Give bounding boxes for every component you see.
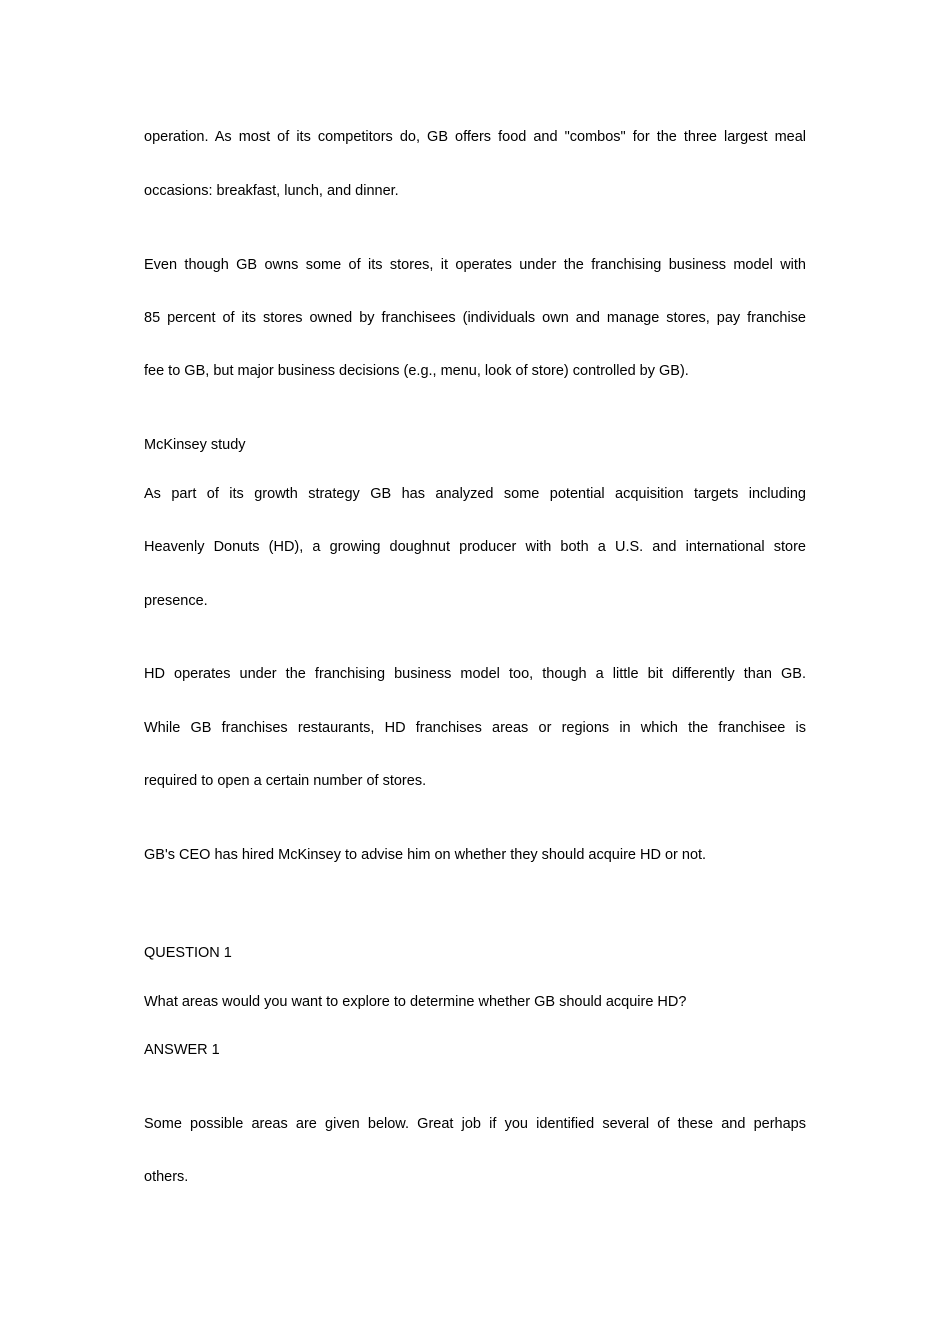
paragraph-3-line-3: presence. [144, 593, 208, 609]
paragraph-2-line-1: Even though GB owns some of its stores, it operates under the franchising business model with [144, 257, 806, 273]
answer-line-1: Some possible areas are given below. Great job if you identified several of these and perhaps [144, 1116, 806, 1132]
paragraph-1-line-1: operation. As most of its competitors do, GB offers food and "combos" for the three largest meal [144, 129, 806, 145]
question-heading: QUESTION 1 [144, 945, 232, 961]
paragraph-4-line-1: HD operates under the franchising business model too, though a little bit differently than GB. [144, 666, 806, 682]
paragraph-2-line-2: 85 percent of its stores owned by franchisees (individuals own and manage stores, pay franchise [144, 310, 806, 326]
paragraph-3-line-2: Heavenly Donuts (HD), a growing doughnut producer with both a U.S. and international store [144, 539, 806, 555]
paragraph-5-line-1: GB's CEO has hired McKinsey to advise him on whether they should acquire HD or not. [144, 847, 707, 863]
question-text: What areas would you want to explore to determine whether GB should acquire HD? [144, 994, 687, 1010]
paragraph-3-line-1: As part of its growth strategy GB has analyzed some potential acquisition targets including [144, 486, 806, 502]
answer-heading: ANSWER 1 [144, 1042, 220, 1058]
paragraph-4-line-2: While GB franchises restaurants, HD franchises areas or regions in which the franchisee is [144, 720, 806, 736]
section-heading-mckinsey-study: McKinsey study [144, 437, 246, 453]
paragraph-4-line-3: required to open a certain number of stores. [144, 773, 427, 789]
paragraph-2-line-3: fee to GB, but major business decisions (e.g., menu, look of store) controlled by GB). [144, 363, 689, 379]
answer-line-2: others. [144, 1169, 189, 1185]
paragraph-1-line-2: occasions: breakfast, lunch, and dinner. [144, 183, 399, 199]
